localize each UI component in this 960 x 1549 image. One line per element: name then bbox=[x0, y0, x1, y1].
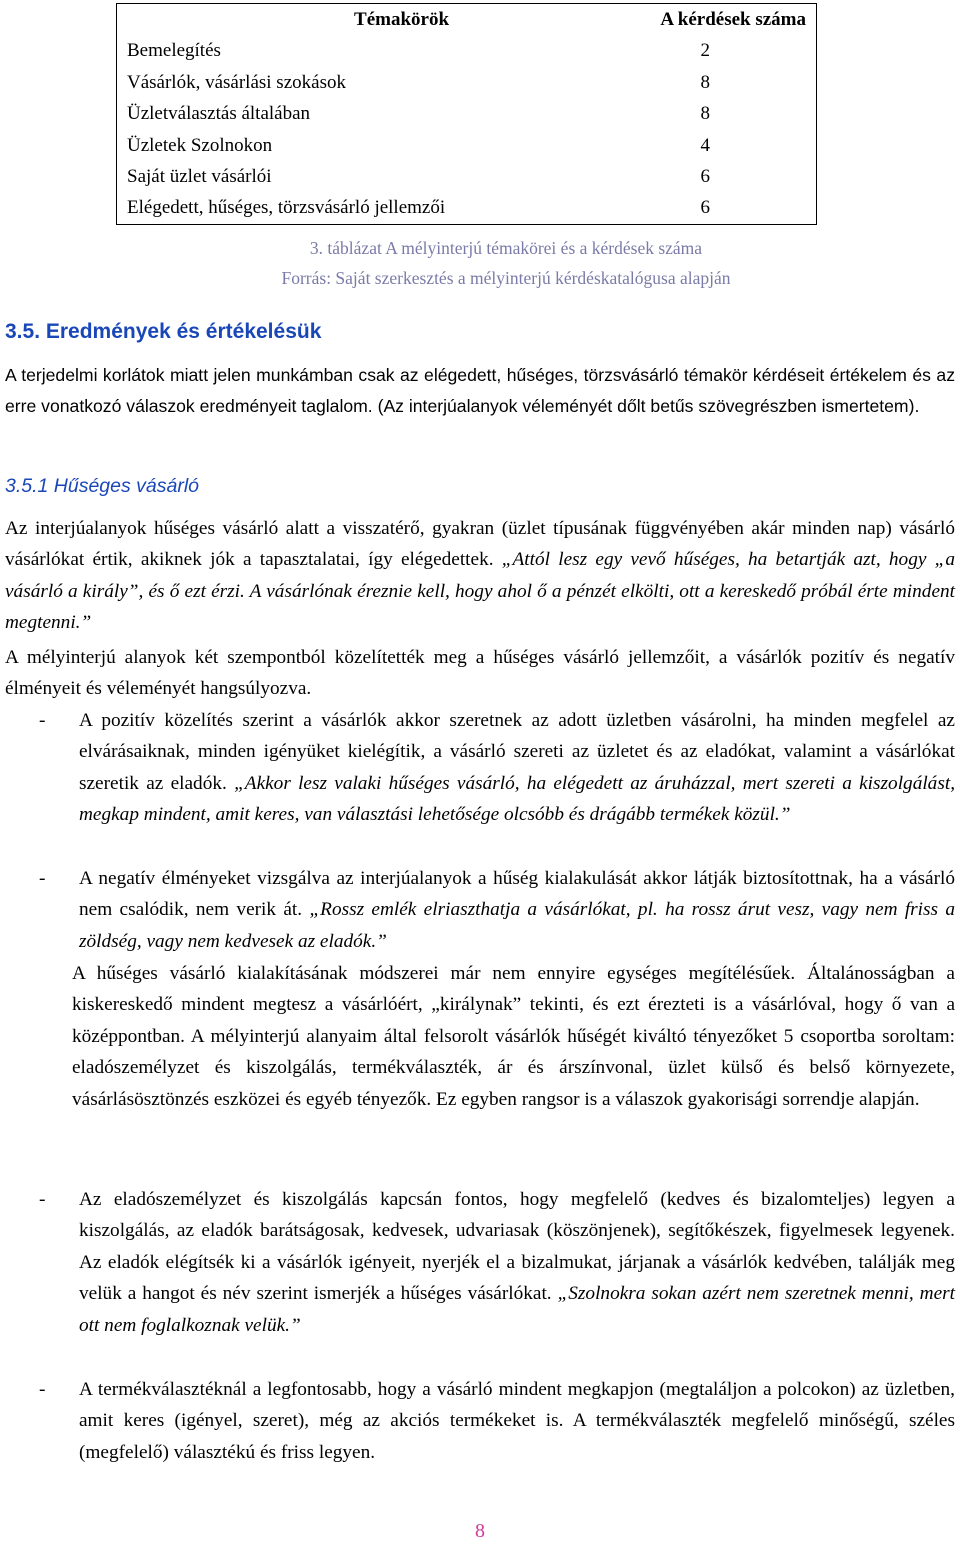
bullet-staff-text: Az eladószemélyzet és kiszolgálás kapcsán fontos, hogy megfelelő (kedves és bizalomteljes) legyen a kiszolgálás, az eladók barátságosak, kedvesek, udvariasak (köszönjenek), segítőkészek, figyelmesek legyenek. Az eladók elégítsék ki a vásárlók igényeit, nyerjék el a bizalmukat, járjanak a vásárlók kedvében, találják meg velük a hangot és név szerint ismerjék a hűséges vásárlókat. bbox=[79, 1189, 955, 1305]
header-topics: Témakörök bbox=[354, 9, 450, 30]
bullet-dash: - bbox=[39, 710, 46, 731]
topic-cell: Üzletek Szolnokon bbox=[127, 134, 273, 156]
topic-cell: Bemelegítés bbox=[127, 40, 221, 62]
topics-table bbox=[116, 3, 817, 225]
section-heading: 3.5. Eredmények és értékelésük bbox=[5, 320, 322, 343]
table-row bbox=[117, 161, 817, 192]
table-caption: 3. táblázat A mélyinterjú témakörei és a kérdések száma bbox=[309, 238, 703, 258]
bullet-negative-text: A negatív élményeket vizsgálva az interjúalanyok a hűség kialakulását akkor látják biztosítottnak, ha a vásárló nem csalódik, nem verik át. bbox=[79, 868, 955, 921]
topic-cell: Vásárlók, vásárlási szokások bbox=[127, 71, 346, 93]
topic-cell: Üzletválasztás általában bbox=[127, 103, 311, 125]
bullet-assortment: A termékválasztéknál a legfontosabb, hogy a vásárló mindent megkapjon (megtaláljon a polcokon) az üzletben, amit keres (igényel, szeret), még az akciós termékeket is. A termékválaszték megfelelő minőségű, széles (megfelelő) választékú és friss legyen. bbox=[79, 1379, 955, 1463]
bullet-positive-text: A pozitív közelítés szerint a vásárlók akkor szeretnek az adott üzletben vásárolni, ha minden megfelel az elvárásaiknak, minden igényüket kielégítik, a vásárló szereti az üzletet és az eladókat, valamint a vásárlókat szeretik az eladók. bbox=[79, 710, 955, 794]
bullet-dash: - bbox=[39, 1379, 46, 1400]
table-source: Forrás: Saját szerkesztés a mélyinterjú kérdéskatalógusa alapján bbox=[281, 268, 731, 288]
bullet-positive-quote: „Akkor lesz valaki hűséges vásárló, ha elégedett az áruházzal, mert szereti a kiszolgálást, megkap mindent, amit keres, van választási lehetősége olcsóbb és drágább termékek közül.” bbox=[79, 772, 956, 826]
approach-paragraph: A mélyinterjú alanyok két szempontból közelítették meg a hűséges vásárló jellemzőit, a vásárlók pozitív és negatív élményeit és véleményét hangsúlyozva. bbox=[5, 647, 955, 700]
table-row bbox=[117, 67, 817, 98]
intro-paragraph: A terjedelmi korlátok miatt jelen munkámban csak az elégedett, hűséges, törzsvásárló témakör kérdéseit értékelem és az erre vonatkozó válaszok eredményeit taglalom. (Az interjúalanyok véleményét dőlt betűs szövegrészben ismertetem). bbox=[5, 365, 955, 417]
bullet-negative bbox=[79, 863, 955, 957]
table-row bbox=[117, 130, 817, 161]
definition-quote: „Attól lesz egy vevő hűséges, ha betartják azt, hogy „a vásárló a király”, és ő ezt érzi. A vásárlónak éreznie kell, hogy ahol ő a pénzét elkölti, ott a kereskedő próbál érte mindent megtenni.” bbox=[5, 549, 955, 634]
table-header-row bbox=[117, 4, 817, 36]
page-number: 8 bbox=[475, 1520, 485, 1542]
count-cell: 2 bbox=[700, 40, 710, 62]
bullet-dash: - bbox=[39, 868, 46, 889]
definition-text: Az interjúalanyok hűséges vásárló alatt a visszatérő, gyakran (üzlet típusának függvényében akár minden nap) vásárló vásárlókat értik, akiknek jók a tapasztalatai, így elégedettek. bbox=[5, 518, 955, 571]
count-cell: 8 bbox=[700, 71, 710, 93]
subsection-heading: 3.5.1 Hűséges vásárló bbox=[5, 475, 200, 497]
bullet-negative-quote: „Rossz emlék elriaszthatja a vásárlókat, pl. ha rossz árut vesz, vagy nem friss a zöldség, vagy nem kedvesek az eladók.” bbox=[79, 899, 956, 952]
bullet-dash: - bbox=[39, 1189, 46, 1210]
definition-paragraph bbox=[5, 513, 955, 639]
count-cell: 6 bbox=[700, 197, 710, 219]
count-cell: 8 bbox=[700, 103, 710, 125]
header-question-count: A kérdések száma bbox=[660, 9, 806, 30]
topic-cell: Elégedett, hűséges, törzsvásárló jellemzői bbox=[127, 197, 446, 219]
count-cell: 6 bbox=[700, 166, 710, 188]
bullet-staff-quote: „Szolnokra sokan azért nem szeretnek menni, mert ott nem foglalkoznak velük.” bbox=[79, 1283, 955, 1336]
bullet-positive bbox=[79, 705, 955, 831]
methods-paragraph: A hűséges vásárló kialakításának módszerei már nem ennyire egységes megítélésűek. Általánosságban a kiskereskedő mindent megtesz a vásárlóért, „királynak” tekinti, és ezt érezteti is a vásárlóval, hogy ő van a középpontban. A mélyinterjú alanyaim által felsorolt vásárlók hűségét kiváltó tényezőket 5 csoportba soroltam: eladószemélyzet és kiszolgálás, termékválaszték, ár és árszínvonal, üzlet külső és belső környezete, vásárlásösztönzés eszközei és egyéb tényezők. Ez egyben rangsor is a válaszok gyakorisági sorrendje alapján. bbox=[72, 963, 955, 1110]
count-cell: 4 bbox=[700, 134, 710, 156]
topic-cell: Saját üzlet vásárlói bbox=[127, 166, 272, 188]
table-row bbox=[117, 98, 817, 129]
table-row bbox=[117, 35, 817, 66]
table-row bbox=[117, 192, 817, 224]
bullet-staff bbox=[79, 1184, 955, 1341]
